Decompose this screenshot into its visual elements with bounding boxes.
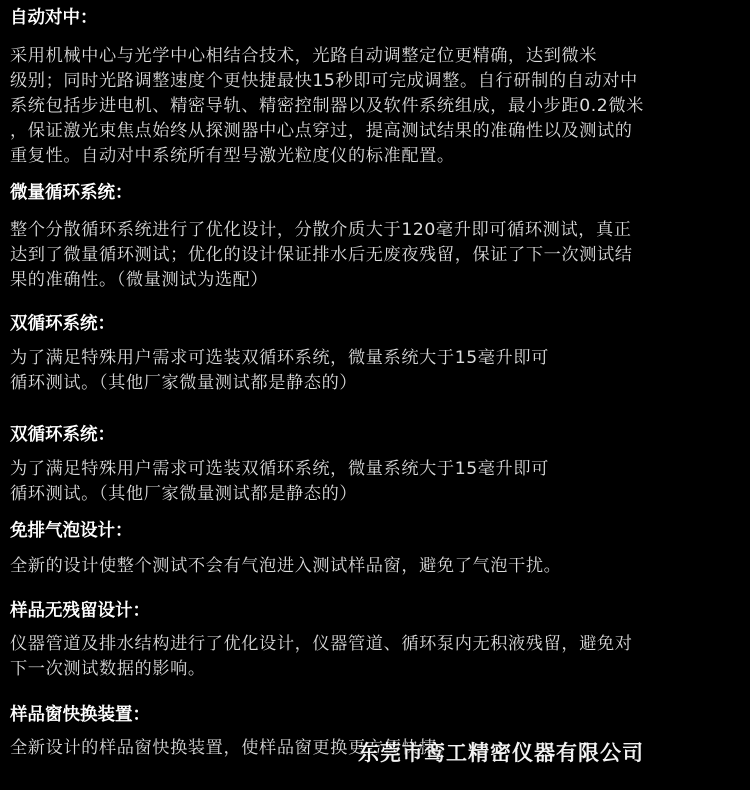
body-line: 系统包括步进电机、精密导轨、精密控制器以及软件系统组成，最小步距0.2微米 [10,96,644,116]
body-line: 下一次测试数据的影响。 [10,659,206,679]
body-line: 仪器管道及排水结构进行了优化设计，仪器管道、循环泵内无积液残留，避免对 [10,634,633,654]
section-auto-centering [10,6,745,169]
body-line: 果的准确性。（微量测试为选配） [10,270,269,290]
body-line: 重复性。自动对中系统所有型号激光粒度仪的标准配置。 [10,146,455,166]
section-body [10,346,745,396]
section-title: 微量循环系统： [10,183,133,203]
section-title: 样品窗快换装置： [10,705,150,725]
body-line: 全新设计的样品窗快换装置，使样品窗更换更方便快捷。 [10,738,455,758]
body-line: 达到了微量循环测试；优化的设计保证排水后无废夜残留，保证了下一次测试结 [10,245,633,265]
section-body [10,457,745,507]
section-body [10,44,745,169]
body-line: 为了满足特殊用户需求可选装双循环系统，微量系统大于15毫升即可 [10,348,549,368]
body-line: 循环测试。（其他厂家微量测试都是静态的） [10,373,358,393]
section-no-residue [10,599,745,682]
section-dual-circulation-repeat [10,423,745,507]
section-body [10,554,745,579]
section-title: 免排气泡设计： [10,521,133,541]
body-line: 为了满足特殊用户需求可选装双循环系统，微量系统大于15毫升即可 [10,459,549,479]
section-bubble-free [10,519,745,579]
body-line: 级别；同时光路调整速度个更快捷最快15秒即可完成调整。自行研制的自动对中 [10,71,638,91]
section-title: 双循环系统： [10,425,115,445]
section-title: 双循环系统： [10,314,115,334]
section-body [10,218,745,293]
body-line: 循环测试。（其他厂家微量测试都是静态的） [10,484,358,504]
section-title: 样品无残留设计： [10,601,150,621]
section-micro-circulation [10,181,745,293]
body-line: 全新的设计使整个测试不会有气泡进入测试样品窗，避免了气泡干扰。 [10,556,562,576]
section-body [10,632,745,682]
section-dual-circulation [10,312,745,396]
body-line: ，保证激光束焦点始终从探测器中心点穿过，提高测试结果的准确性以及测试的 [10,121,633,141]
body-line: 整个分散循环系统进行了优化设计，分散介质大于120毫升即可循环测试，真正 [10,220,632,240]
section-title: 自动对中： [10,8,98,28]
company-watermark: 东莞市鸾工精密仪器有限公司 [358,741,644,765]
body-line: 采用机械中心与光学中心相结合技术，光路自动调整定位更精确，达到微米 [10,46,597,66]
